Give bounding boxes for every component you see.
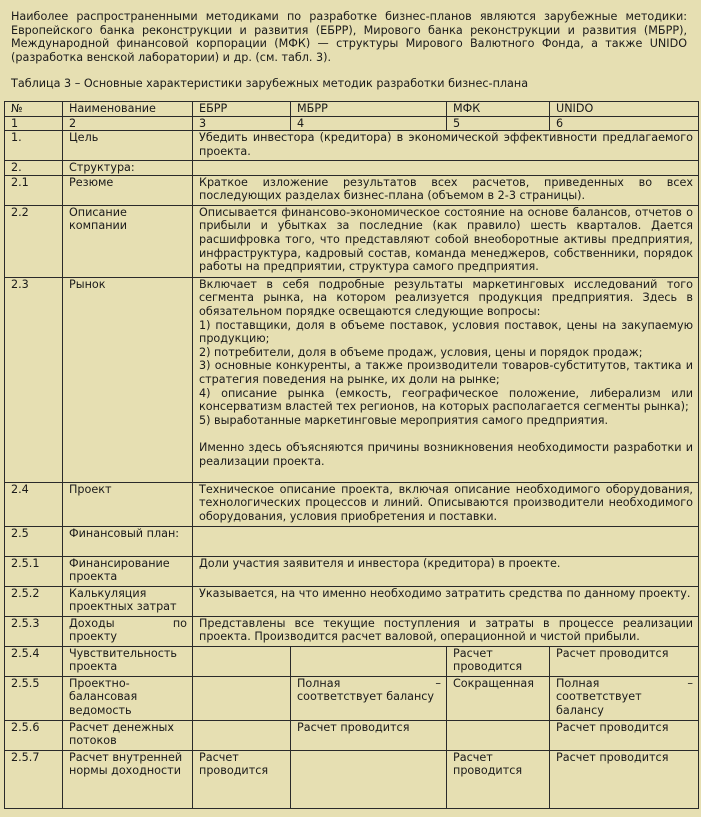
row-number: 2.5.1 <box>5 556 63 586</box>
row-number: 2.1 <box>5 175 63 205</box>
table-row <box>5 556 699 586</box>
header-cell: ЕБРР <box>193 102 291 117</box>
header-cell: МФК <box>447 102 550 117</box>
ebrd-cell <box>193 676 291 720</box>
unido-cell: Расчет проводится <box>550 646 699 676</box>
column-number-cell: 1 <box>5 116 63 131</box>
row-description: Краткое изложение результатов всех расчетов, приведенных во всех последующих разделах бизнес-плана (объемом в 2-3 страницы). <box>193 175 699 205</box>
ifc-cell: Расчет проводится <box>447 646 550 676</box>
methods-table <box>4 101 699 809</box>
column-number-cell: 6 <box>550 116 699 131</box>
ibrd-cell <box>291 676 447 720</box>
unido-cell-part: Полная <box>556 676 600 690</box>
market-item: 4) описание рынка (емкость, географическое положение, либерализм или консерватизм властей тех регионов, на которых располагается сегменты рынка); <box>199 386 693 414</box>
row-name: Проектно-балансовая ведомость <box>63 676 193 720</box>
table-row <box>5 586 699 616</box>
row-number: 1. <box>5 131 63 161</box>
market-item: 2) потребители, доля в объеме продаж, условия, цены и порядок продаж; <box>199 345 643 359</box>
row-number: 2.2 <box>5 205 63 277</box>
row-name: Расчет денежных потоков <box>63 720 193 750</box>
table-caption: Таблица 3 – Основные характеристики зарубежных методик разработки бизнес-плана <box>11 77 529 90</box>
row-name: Расчет внутренней нормы доходности <box>63 750 193 808</box>
empty-cell <box>193 526 699 556</box>
ifc-cell: Расчет проводится <box>447 750 550 808</box>
header-cell: UNIDO <box>550 102 699 117</box>
row-name: Цель <box>63 131 193 161</box>
row-name: Калькуляция проектных затрат <box>63 586 193 616</box>
row-number: 2.5.6 <box>5 720 63 750</box>
row-description: Представлены все текущие поступления и затраты в процессе реализации проекта. Производится расчет валовой, операционной и чистой прибыли. <box>193 616 699 646</box>
row-name: Резюме <box>63 175 193 205</box>
market-item: 1) поставщики, доля в объеме поставок, условия поставок, цены на закупаемую продукцию; <box>199 318 693 346</box>
market-item: 3) основные конкуренты, а также производители товаров-субститутов, тактика и стратегия поведения на рынке, их доли на рынке; <box>199 359 693 386</box>
table-row <box>5 526 699 556</box>
row-name: Проект <box>63 482 193 526</box>
row-description: Описывается финансово-экономическое состояние на основе балансов, отчетов о прибыли и убытках за последние (как правило) шесть кварталов. Дается расшифровка того, что представляют собой внеоборотные активы предприятия, инфраструктура, кадровый состав, команда менеджеров, собственники, порядок работы на предприятии, структура самого предприятия. <box>193 205 699 277</box>
table-row <box>5 646 699 676</box>
header-cell: МБРР <box>291 102 447 117</box>
ebrd-cell: Расчет проводится <box>193 750 291 808</box>
table-row <box>5 175 699 205</box>
row-number: 2.5.7 <box>5 750 63 808</box>
ibrd-cell-part: соответствует балансу <box>297 690 435 704</box>
row-description: Убедить инвестора (кредитора) в экономической эффективности предлагаемого проекта. <box>193 131 699 161</box>
unido-cell <box>550 676 699 720</box>
row-number: 2.5.5 <box>5 676 63 720</box>
column-number-cell: 5 <box>447 116 550 131</box>
ifc-cell: Сокращенная <box>447 676 550 720</box>
row-number: 2.5 <box>5 526 63 556</box>
table-row <box>5 482 699 526</box>
intro-paragraph: Наиболее распространенными методиками по разработке бизнес-планов являются зарубежные методики: Европейского банка реконструкции и развития (ЕБРР), Мирового банка реконструкции и развития (МБРР), Международной финансовой корпорации (МФК) — структуры Мирового Валютного Фонда, а также UNIDO (разработка венской лаборатории) и др. (см. табл. 3). <box>11 10 687 64</box>
row-number: 2.5.2 <box>5 586 63 616</box>
row-name: Рынок <box>63 277 193 482</box>
market-note: Именно здесь объясняются причины возникновения необходимости разработки и реализации проекта. <box>199 441 693 468</box>
row-description: Техническое описание проекта, включая описание необходимого оборудования, технологических процессов и линий. Описываются производители необходимого оборудования, условия приобретения и поставки. <box>193 482 699 526</box>
row-number: 2.3 <box>5 277 63 482</box>
unido-cell: Расчет проводится <box>550 720 699 750</box>
ibrd-cell-part: – <box>435 676 441 690</box>
row-description <box>193 277 699 482</box>
row-name <box>63 616 193 646</box>
table-row <box>5 205 699 277</box>
row-number: 2.5.3 <box>5 616 63 646</box>
row-name: Финансовый план: <box>63 526 193 556</box>
row-name-part: по <box>172 616 187 630</box>
row-description: Доли участия заявителя и инвестора (кредитора) в проекте. <box>193 556 699 586</box>
table-row <box>5 161 699 176</box>
column-number-row <box>5 116 699 131</box>
unido-cell-part: – <box>687 676 693 690</box>
ebrd-cell <box>193 720 291 750</box>
ibrd-cell-part: Полная <box>297 676 341 690</box>
ibrd-cell: Расчет проводится <box>291 720 447 750</box>
empty-cell <box>193 161 699 176</box>
ifc-cell <box>447 720 550 750</box>
header-cell: Наименование <box>63 102 193 117</box>
ibrd-cell <box>291 646 447 676</box>
table-row <box>5 277 699 482</box>
column-number-cell: 4 <box>291 116 447 131</box>
ibrd-cell <box>291 750 447 808</box>
market-item: 5) выработанные маркетинговые мероприятия самого предприятия. <box>199 413 609 427</box>
table-row <box>5 131 699 161</box>
row-name: Описание компании <box>63 205 193 277</box>
row-number: 2. <box>5 161 63 176</box>
header-cell: № <box>5 102 63 117</box>
table-row <box>5 750 699 808</box>
table-row <box>5 676 699 720</box>
unido-cell: Расчет проводится <box>550 750 699 808</box>
column-number-cell: 3 <box>193 116 291 131</box>
row-number: 2.4 <box>5 482 63 526</box>
unido-cell-part: соответствует балансу <box>556 690 642 717</box>
row-number: 2.5.4 <box>5 646 63 676</box>
market-intro: Включает в себя подробные результаты маркетинговых исследований того сегмента рынка, на котором реализуется продукция предприятия. Здесь в обязательном порядке освещаются следующие вопросы: <box>199 277 693 318</box>
row-name: Финансирование проекта <box>63 556 193 586</box>
row-description: Указывается, на что именно необходимо затратить средства по данному проекту. <box>193 586 699 616</box>
row-name-part: Доходы <box>69 616 115 630</box>
row-name: Чувствительность проекта <box>63 646 193 676</box>
column-number-cell: 2 <box>63 116 193 131</box>
row-name-part: проекту <box>69 630 118 644</box>
table-row <box>5 720 699 750</box>
table-row <box>5 616 699 646</box>
table-header-row <box>5 102 699 117</box>
ebrd-cell <box>193 646 291 676</box>
row-name: Структура: <box>63 161 193 176</box>
